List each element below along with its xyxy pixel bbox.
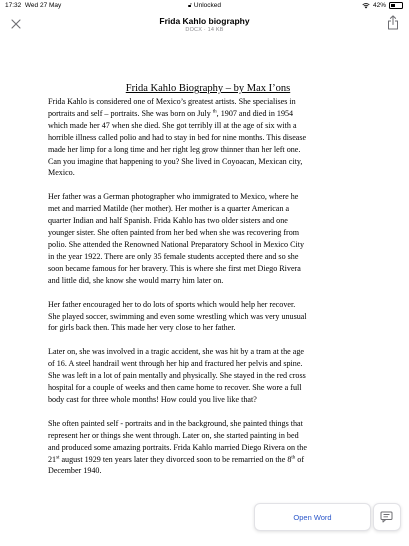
text-line: polio. She attended the Renowned National Preparatory School in Mexico City (48, 239, 305, 249)
text-line: in the year 1922. There are only 35 female students accepted there and so she (48, 251, 299, 261)
share-button[interactable] (387, 15, 401, 31)
text-line: hospital for a couple of weeks and then came home to recover. She wore a full (48, 383, 302, 393)
status-date: Wed 27 May (24, 2, 62, 9)
ordinal-suffix: th (291, 454, 296, 460)
text-line: of 16. A steel handrail went through her hip and fractured her pelvis and spine. (48, 359, 303, 369)
open-word-label: Open Word (293, 512, 332, 522)
wifi-icon (362, 3, 370, 9)
text-line: horrible illness called polio and had to stay in bed for nine months. This disease (48, 132, 307, 142)
text-line: Mexico. (48, 168, 75, 178)
text-line: Frida Kahlo is considered one of Mexico’s greatest artists. She specialises in (48, 97, 296, 106)
paragraph-5 (48, 418, 368, 478)
ordinal-suffix: st (56, 454, 60, 460)
paragraph-1 (48, 96, 368, 179)
text-line: which made her 47 when she died. She got terribly ill at the age of six with a (48, 120, 297, 130)
text-segment: 21 (48, 454, 57, 464)
text-line: for girls back then. This made her very close to her father. (48, 323, 236, 333)
text-line: soon became famous for her bravery. This is where she first met Diego Rivera (48, 263, 301, 273)
document-meta: DOCX · 14 KB (185, 27, 224, 33)
text-line: represent her or things she went through. Later on, she started painting in bed (48, 430, 299, 440)
paragraph-4 (48, 346, 368, 406)
document-header (0, 12, 409, 40)
lock-status-label: Unlocked (193, 2, 221, 9)
text-segment: of (295, 454, 305, 464)
unlock-icon: 🔓︎ (188, 3, 192, 9)
text-line: December 1940. (48, 466, 102, 476)
ordinal-suffix: th (212, 109, 217, 115)
status-lock (0, 2, 409, 10)
text-line: and produced some amazing portraits. Frida Kahlo married Diego Rivera on the (48, 442, 307, 452)
text-line (48, 454, 368, 466)
text-line: She often painted self - portraits and in the background, she painted things that (48, 418, 303, 428)
text-segment: , 1907 and died in 1954 (216, 108, 294, 118)
text-line: met and married Matilde (her mother). Her mother is a quarter American a (48, 204, 290, 214)
text-segment: portraits and self – portraits. She was born on July (48, 108, 213, 118)
text-line (48, 108, 368, 120)
text-line: Later on, she was involved in a tragic accident, she was hit by a tram at the age (48, 347, 304, 357)
battery-fill (391, 4, 395, 8)
document-page (48, 82, 368, 489)
text-line: and little did, she know she would marry him later on. (48, 275, 224, 285)
text-line: quarter Indian and half Spanish. Frida Kahlo has two older sisters and one (48, 216, 288, 226)
text-line: Her father was a German photographer who immigrated to Mexico, where he (48, 192, 299, 202)
share-icon (387, 15, 399, 30)
comment-icon (380, 511, 394, 523)
battery-icon (389, 2, 403, 9)
document-title: Frida Kahlo biography (159, 16, 250, 26)
text-line: She played soccer, swimming and even some wrestling which was very unusual (48, 311, 307, 321)
open-word-button[interactable] (254, 503, 371, 531)
text-line: She was left in a lot of pain mentally and physically. She stayed in the red cross (48, 371, 306, 381)
text-line: Can you imagine that happening to you? She lived in Coyoacan, Mexican city, (48, 156, 303, 166)
status-bar (0, 0, 409, 12)
document-heading: Frida Kahlo Biography – by Max I’ons (125, 83, 291, 94)
text-line: younger sister. She often painted from her bed when she was recovering from (48, 228, 300, 238)
status-time: 17:32 (5, 2, 22, 9)
comment-button[interactable] (373, 503, 401, 531)
text-segment: august 1929 ten years later they divorced soon to be remarried on the 8 (59, 454, 292, 464)
text-line: Her father encouraged her to do lots of sports which would help her recover. (48, 299, 296, 309)
paragraph-2 (48, 191, 368, 286)
text-line: made her limp for a long time and her right leg grow thinner than her left one. (48, 144, 301, 154)
paragraph-3 (48, 299, 368, 335)
battery-percent: 42% (372, 2, 386, 9)
status-indicators (362, 2, 403, 9)
text-line: body cast for three whole months! How could you live like that? (48, 394, 257, 404)
